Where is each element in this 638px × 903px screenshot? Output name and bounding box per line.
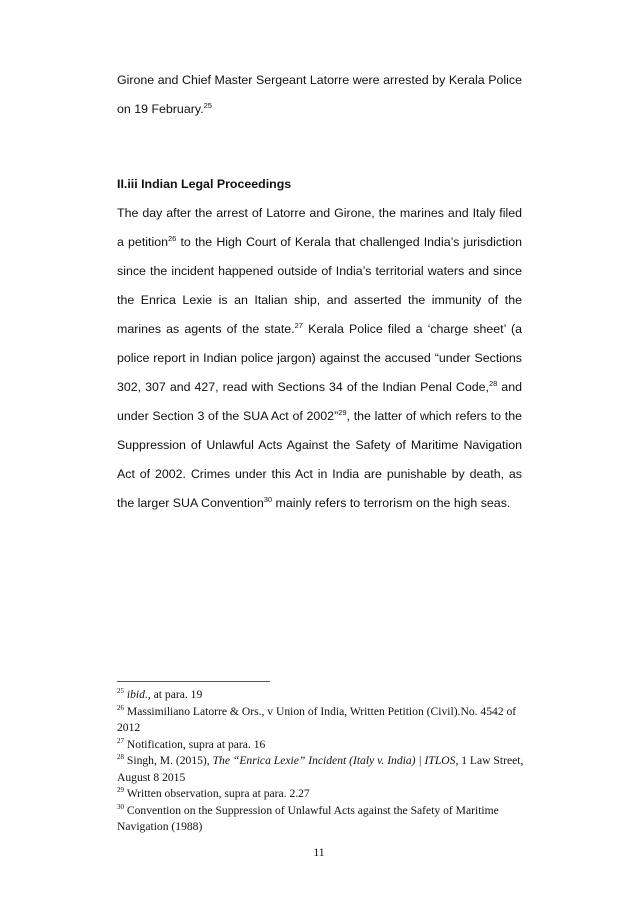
footnote-reference: 29 — [338, 407, 347, 417]
footnote-divider — [117, 681, 270, 682]
footnotes — [117, 687, 527, 836]
footnote-29 — [117, 786, 527, 803]
paragraph-text: mainly refers to terrorism on the high seas. — [272, 496, 511, 510]
paragraph-legal-proceedings — [117, 170, 522, 518]
footnote-italic-text: ibid. — [126, 688, 148, 701]
footnote-number: 25 — [117, 687, 124, 696]
paragraph-text: The day after the arrest of Latorre and Girone, the marines and Italy filed a petition — [117, 206, 522, 249]
footnote-text: Singh, M. (2015), — [124, 754, 213, 767]
section-heading: II.iii Indian Legal Proceedings — [117, 177, 292, 191]
paragraph-text: to the High Court of Kerala that challenged India’s jurisdiction since the incident happened outside of India’s territorial waters and since the Enrica Lexie is an Italian ship, and asserted the immunity of the marines as agents of the state. — [117, 235, 522, 336]
footnote-reference: 26 — [168, 233, 177, 243]
footnote-text: Written observation, supra at para. 2.27 — [124, 787, 310, 800]
footnote-reference: 27 — [294, 320, 303, 330]
footnote-italic-text: The “Enrica Lexie” Incident (Italy v. India) | ITLOS — [212, 754, 456, 767]
footnote-number: 28 — [117, 753, 124, 762]
page-number: 11 — [313, 846, 325, 859]
footnote-number: 27 — [117, 736, 124, 745]
footnote-number: 30 — [117, 802, 124, 811]
paragraph-text: and under Section 3 of the SUA Act of 2002” — [117, 380, 522, 423]
footnote-reference: 30 — [263, 494, 273, 504]
footnote-text: Convention on the Suppression of Unlawful Acts against the Safety of Maritime Navigation (1988) — [117, 803, 499, 833]
footnote-26 — [117, 704, 527, 737]
footnote-text: , at para. 19 — [147, 688, 203, 701]
footnote-reference: 25 — [203, 100, 212, 110]
footnote-number: 26 — [117, 703, 124, 712]
paragraph-text: Kerala Police filed a ‘charge sheet’ (a police report in Indian police jargon) against the accused “under Sections 302, 307 and 427, read with Sections 34 of the Indian Penal Code, — [117, 322, 523, 394]
footnote-text: , 1 Law Street, August 8 2015 — [117, 754, 524, 784]
footnote-28 — [117, 753, 527, 786]
footnote-text: Massimiliano Latorre & Ors., v Union of India, Written Petition (Civil).No. 4542 of 2012 — [117, 704, 517, 734]
paragraph-text: , the latter of which refers to the Suppression of Unlawful Acts Against the Safety of Maritime Navigation Act of 2002. Crimes under this Act in India are punishable by death, as the larger SUA Convention — [117, 409, 522, 510]
footnote-27 — [117, 737, 527, 754]
footnote-number: 29 — [117, 786, 124, 795]
footnote-text: Notification, supra at para. 16 — [124, 737, 266, 751]
paragraph-arrest — [117, 66, 522, 124]
footnote-reference: 28 — [488, 378, 498, 388]
footnote-30 — [117, 803, 527, 836]
footnote-25 — [117, 687, 527, 704]
paragraph-text: Girone and Chief Master Sergeant Latorre were arrested by Kerala Police on 19 February. — [117, 73, 522, 116]
